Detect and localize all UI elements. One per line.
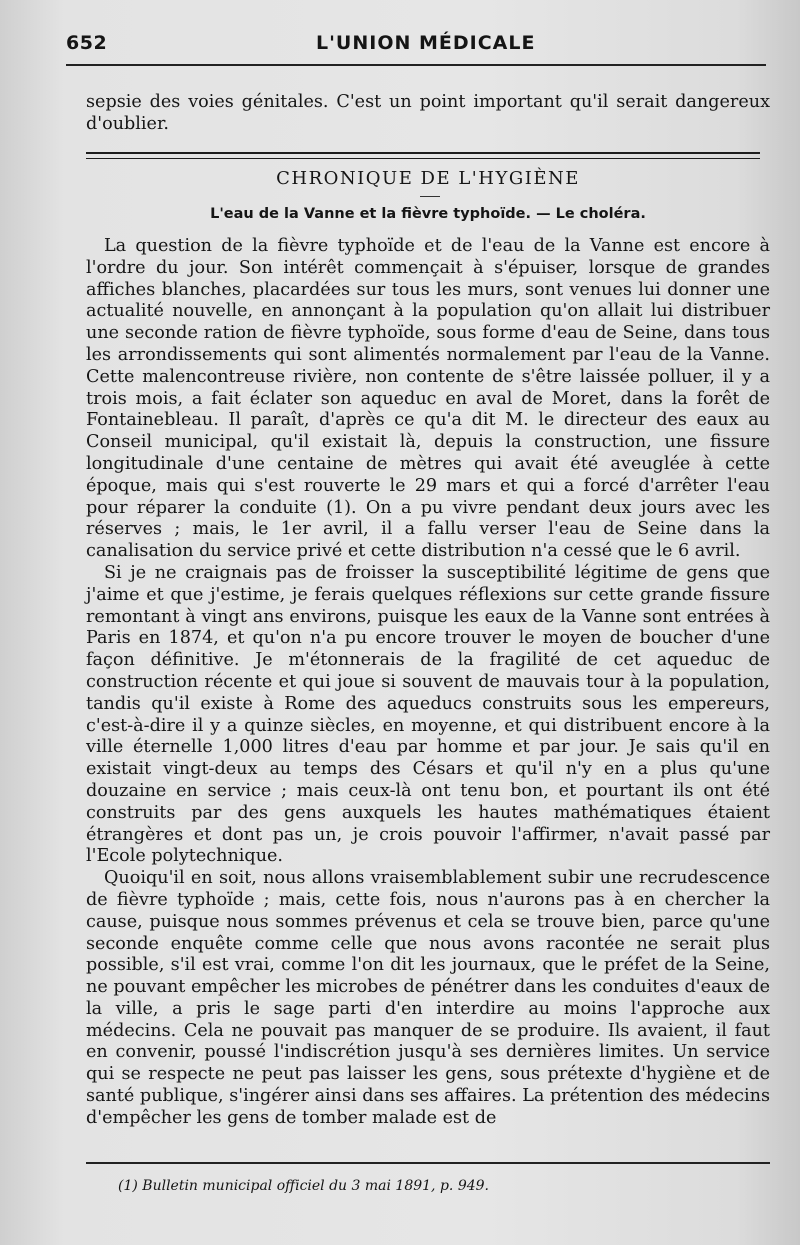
article-paragraph-2: Si je ne craignais pas de froisser la susceptibilité légitime de gens que j'aime et que j'estime, je ferais quelques réflexions sur cette grande fissure remontant à vingt ans environs, puisque les eaux de la Vanne sont entrées à Paris en 1874, et qu'on n'a pu encore trouver le moyen de boucher d'une façon définitive. Je m'étonnerais de la fragilité de cet aqueduc de construction récente et qui joue si souvent de mauvais tour à la population, tandis qu'il existe à Rome des aqueducs construits sous les empereurs, c'est-à-dire il y a quinze siècles, en moyenne, et qui distribuent encore à la ville éternelle 1,000 litres d'eau par homme et par jour. Je sais qu'il en existait vingt-deux au temps des Césars et qu'il n'y en a plus qu'une douzaine en service ; mais ceux-là ont tenu bon, et pourtant ils ont été construits par des gens auxquels les hautes mathématiques étaient étrangères et dont pas un, je crois pouvoir l'affirmer, n'avait passé par l'Ecole polytechnique.	[86, 562, 770, 867]
article-paragraph-1: La question de la fièvre typhoïde et de l'eau de la Vanne est encore à l'ordre du jour. Son intérêt commençait à s'épuiser, lorsque de grandes affiches blanches, placardées sur tous les murs, sont venues lui donner une actualité nouvelle, en annonçant à la population qu'on allait lui distribuer une seconde ration de fièvre typhoïde, sous forme d'eau de Seine, dans tous les arrondissements qui sont alimentés normalement par l'eau de la Vanne. Cette malencontreuse rivière, non contente de s'être laissée polluer, il y a trois mois, a fait éclater son aqueduc en aval de Moret, dans la forêt de Fontainebleau. Il paraît, d'après ce qu'a dit M. le directeur des eaux au Conseil municipal, qu'il existait là, depuis la construction, une fissure longitudinale d'une centaine de mètres qui avait été aveuglée à cette époque, mais qui s'est rouverte le 29 mars et qui a forcé d'arrêter l'eau pour réparer la conduite (1). On a pu vivre pendant deux jours avec les réserves ; mais, le 1er avril, il a fallu verser l'eau de Seine dans la canalisation du service privé et cette distribution n'a cessé que le 6 avril.	[86, 236, 770, 562]
section-subtitle: L'eau de la Vanne et la fièvre typhoïde. — Le choléra.	[210, 206, 646, 222]
intro-paragraph: sepsie des voies génitales. C'est un point important qu'il serait dangereux d'oublier.	[86, 92, 770, 134]
section-divider	[86, 152, 760, 159]
footnote: (1) Bulletin municipal officiel du 3 mai 1891, p. 949.	[118, 1178, 489, 1194]
section-title: CHRONIQUE DE L'HYGIÈNE	[276, 168, 580, 189]
title-dash-divider	[420, 196, 440, 197]
page-number: 652	[66, 32, 108, 54]
header-rule	[66, 64, 766, 66]
article-paragraph-3: Quoiqu'il en soit, nous allons vraisemblablement subir une recrudescence de fièvre typhoïde ; mais, cette fois, nous n'aurons pas à en chercher la cause, puisque nous sommes prévenus et cela se trouve bien, parce qu'une seconde enquête comme celle que nous avons racontée ne serait plus possible, s'il est vrai, comme l'on dit les journaux, que le préfet de la Seine, ne pouvant empêcher les microbes de pénétrer dans les conduites d'eaux de la ville, a pris le sage parti d'en interdire au moins l'approche aux médecins. Cela ne pouvait pas manquer de se produire. Ils avaient, il faut en convenir, poussé l'indiscrétion jusqu'à ses dernières limites. Un service qui se respecte ne peut pas laisser les gens, sous prétexte d'hygiène et de santé publique, s'ingérer ainsi dans ses affaires. La prétention des médecins d'empêcher les gens de tomber malade est de	[86, 868, 770, 1128]
page-header	[66, 32, 776, 62]
article-body	[86, 236, 770, 1130]
intro-paragraph-block	[86, 92, 770, 136]
footnote-rule	[86, 1162, 770, 1164]
running-title: L'UNION MÉDICALE	[316, 32, 536, 54]
